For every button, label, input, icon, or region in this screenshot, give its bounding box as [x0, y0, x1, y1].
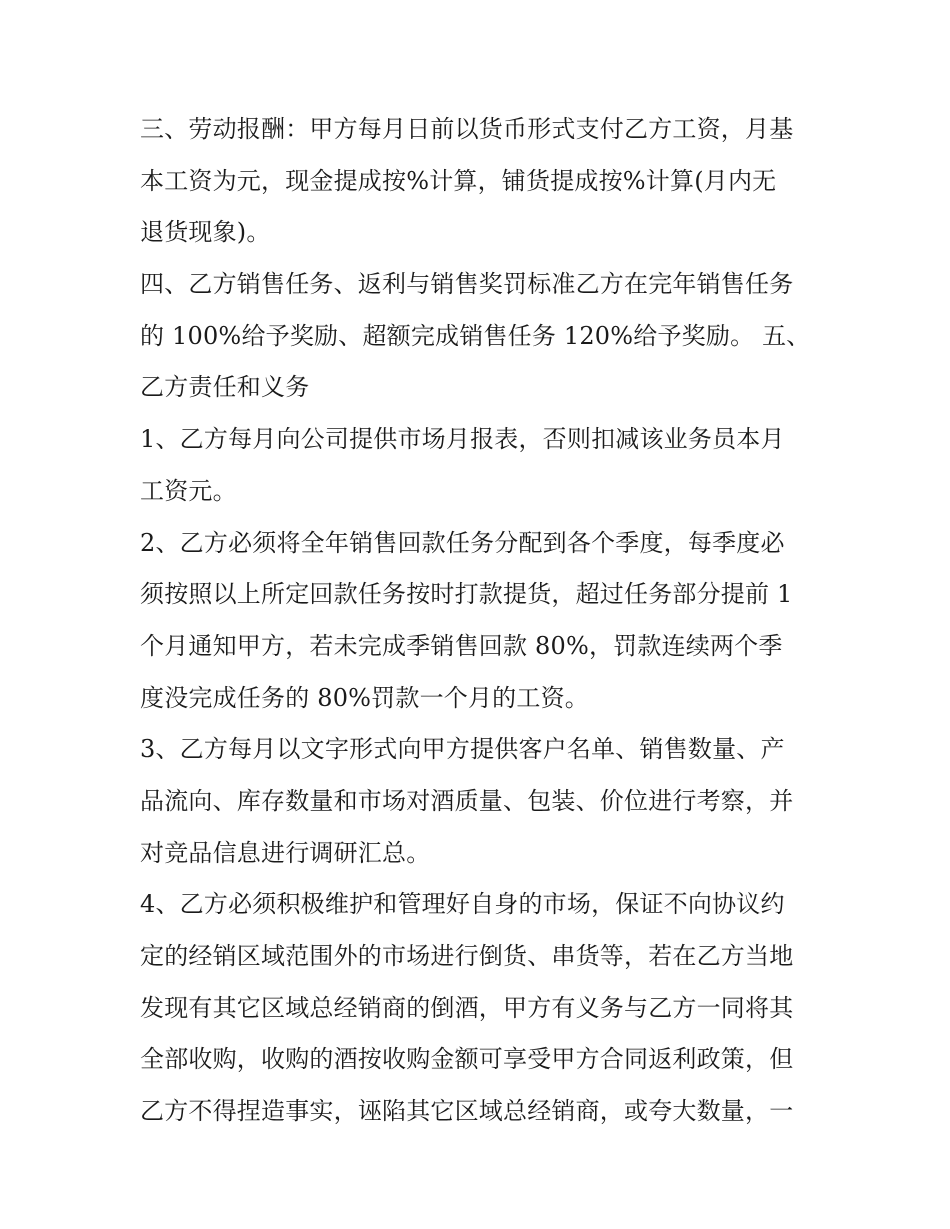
- text-line: 乙方责任和义务: [140, 373, 310, 402]
- text-line: 退货现象)。: [140, 218, 271, 247]
- text-line: 品流向、库存数量和市场对酒质量、包装、价位进行考察，并: [140, 786, 794, 815]
- text-line: 度没完成任务的 80%罚款一个月的工资。: [140, 683, 589, 712]
- text-line: 本工资为元，现金提成按%计算，铺货提成按%计算(月内无: [140, 166, 777, 195]
- text-line: 2、乙方必须将全年销售回款任务分配到各个季度，每季度必: [140, 528, 785, 557]
- text-line: 个月通知甲方，若未完成季销售回款 80%，罚款连续两个季: [140, 631, 783, 660]
- text-line: 工资元。: [140, 476, 237, 505]
- document-body: [140, 104, 820, 1138]
- text-line: 定的经销区域范围外的市场进行倒货、串货等，若在乙方当地: [140, 942, 794, 970]
- text-line: 四、乙方销售任务、返利与销售奖罚标准乙方在完年销售任务: [140, 270, 794, 299]
- text-line: 4、乙方必须积极维护和管理好自身的市场，保证不向协议约: [140, 890, 785, 919]
- text-line: 对竞品信息进行调研汇总。: [140, 838, 431, 867]
- text-line: 乙方不得捏造事实，诬陷其它区域总经销商，或夸大数量，一: [140, 1097, 794, 1126]
- text-line: 须按照以上所定回款任务按时打款提货，超过任务部分提前 1: [140, 580, 793, 609]
- text-line: 的 100%给予奖励、超额完成销售任务 120%给予奖励。 五、: [140, 321, 811, 350]
- text-line: 三、劳动报酬：甲方每月日前以货币形式支付乙方工资，月基: [140, 115, 794, 143]
- text-line: 3、乙方每月以文字形式向甲方提供客户名单、销售数量、产: [140, 735, 785, 764]
- text-line: 1、乙方每月向公司提供市场月报表，否则扣减该业务员本月: [140, 425, 785, 454]
- text-line: 全部收购，收购的酒按收购金额可享受甲方合同返利政策，但: [140, 1045, 794, 1074]
- text-line: 发现有其它区域总经销商的倒酒，甲方有义务与乙方一同将其: [140, 993, 794, 1022]
